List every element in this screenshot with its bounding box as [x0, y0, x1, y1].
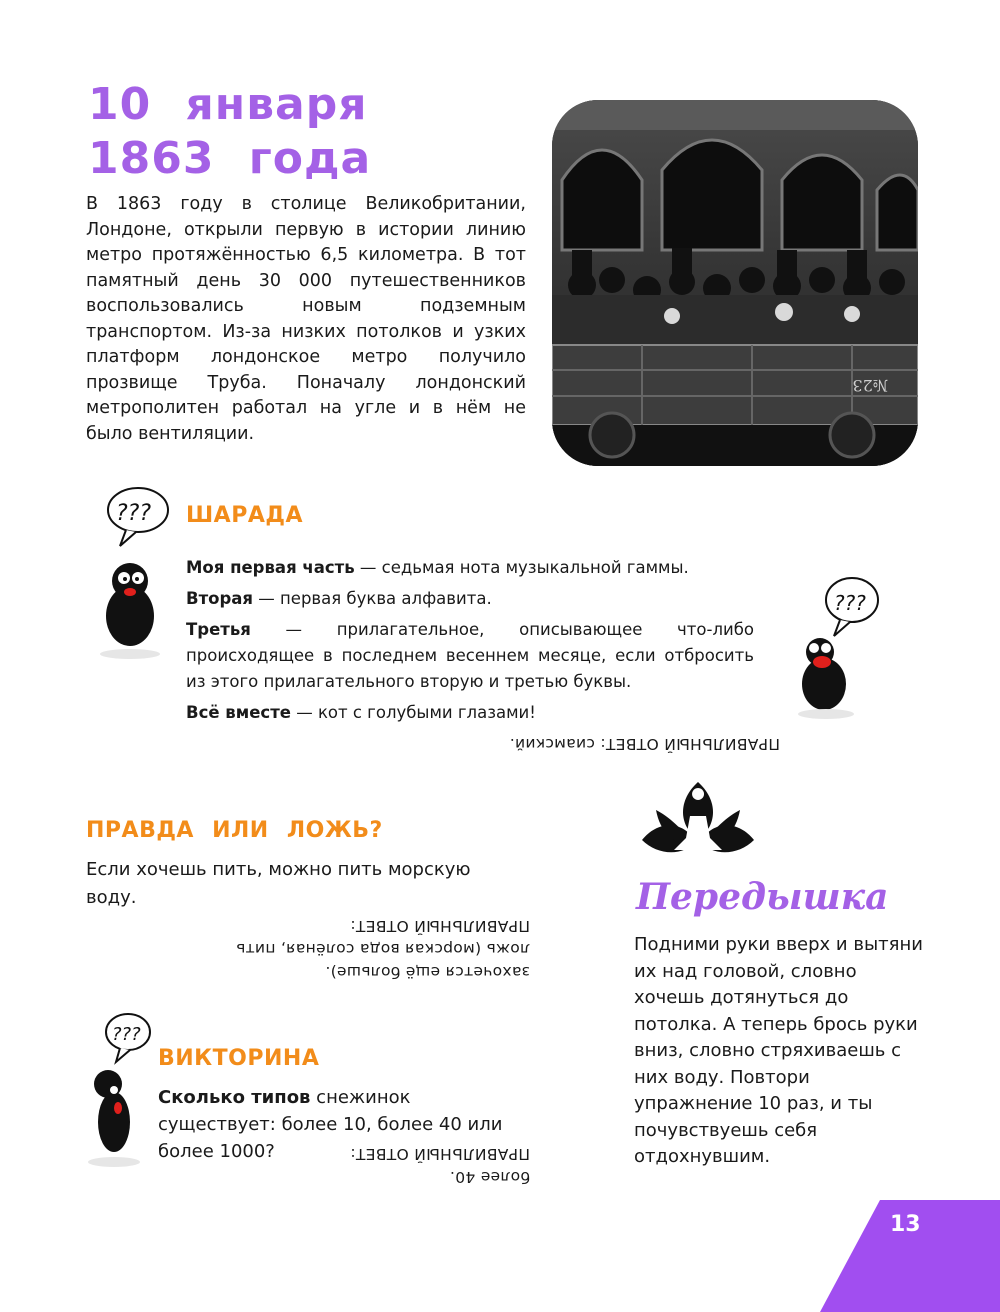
wagon-marking: №23 [852, 376, 888, 395]
quiz-answer-label: ПРАВИЛЬНЫЙ ОТВЕТ: [350, 1145, 530, 1163]
question-marks-icon-3: ??? [112, 1024, 141, 1045]
charade-line-1 [186, 555, 754, 581]
historic-metro-photo [552, 100, 918, 466]
true-false-answer-label: ПРАВИЛЬНЫЙ ОТВЕТ: [350, 917, 530, 935]
lotus-meditation-icon [638, 780, 758, 870]
true-false-question: Если хочешь пить, можно пить морскую воду. [86, 859, 471, 908]
charade-line-3 [186, 617, 754, 695]
true-false-answer-line-1: ложь (морская вода солёная, пить [235, 940, 530, 958]
charade-line-4-bold: Всё вместе [186, 703, 291, 722]
charade-title: ШАРАДА [186, 503, 303, 528]
charade-line-4-text: — кот с голубыми глазами! [290, 703, 536, 722]
intro-paragraph: В 1863 году в столице Великобритании, Лондоне, открыли первую в истории линию метро протяжённостью 6,5 километра. В тот памятный день 30 000 путешественников воспользовались новым подземным транспортом. Из-за низких потолков и узких платформ лондонское метро получило прозвище Труба. Поначалу лондонский метрополитен работал на угле и в нём не было вентиляции. [86, 194, 526, 444]
charade-body [186, 555, 754, 726]
charade-answer-upside-down: ПРАВИЛЬНЫЙ ОТВЕТ: сиамский. [509, 735, 780, 753]
question-marks-icon: ??? [116, 501, 152, 526]
title-line-1: 10 января [88, 79, 368, 130]
mascot-surprised [796, 574, 886, 724]
charade-line-1-bold: Моя первая часть [186, 558, 355, 577]
charade-line-2-text: — первая буква алфавита. [253, 589, 492, 608]
charade-line-3-bold: Третья [186, 620, 251, 639]
photo-illustration [552, 100, 918, 466]
charade-line-2 [186, 586, 754, 612]
mascot-quiz [80, 1010, 160, 1170]
rest-body: Подними руки вверх и вытяни их над головой, словно хочешь дотянуться до потолка. А теперь брось руки вниз, словно стряхиваешь с них воду. Повтори упражнение 10 раз, и ты почувствуешь себя отдохнувшим. [634, 934, 923, 1167]
page-number: 13 [890, 1212, 921, 1237]
mascot-confused-1 [96, 486, 176, 662]
quiz-title: ВИКТОРИНА [158, 1046, 320, 1071]
page-title [88, 78, 371, 186]
rest-title: Передышка [636, 876, 889, 918]
quiz-question-text: снежинок существует: более 10, более 40 или более 1000? [158, 1087, 503, 1162]
true-false-answer-line-2: захочется ещё больше). [325, 963, 530, 981]
true-false-title: ПРАВДА ИЛИ ЛОЖЬ? [86, 818, 383, 843]
title-line-2: 1863 года [88, 133, 372, 184]
charade-line-4 [186, 700, 754, 726]
true-false-answer-upside-down [180, 914, 530, 983]
charade-line-1-text: — седьмая нота музыкальной гаммы. [354, 558, 689, 577]
quiz-answer-upside-down [330, 1142, 530, 1188]
quiz-question-bold: Сколько типов [158, 1087, 311, 1108]
quiz-answer-value: более 40. [449, 1168, 530, 1186]
question-marks-icon-2: ??? [834, 591, 866, 615]
charade-line-2-bold: Вторая [186, 589, 254, 608]
charade-line-3-text: — прилагательное, описывающее что-либо происходящее в последнем весеннем месяце, если отбросить из этого прилагательного вторую и третью буквы. [186, 620, 754, 691]
